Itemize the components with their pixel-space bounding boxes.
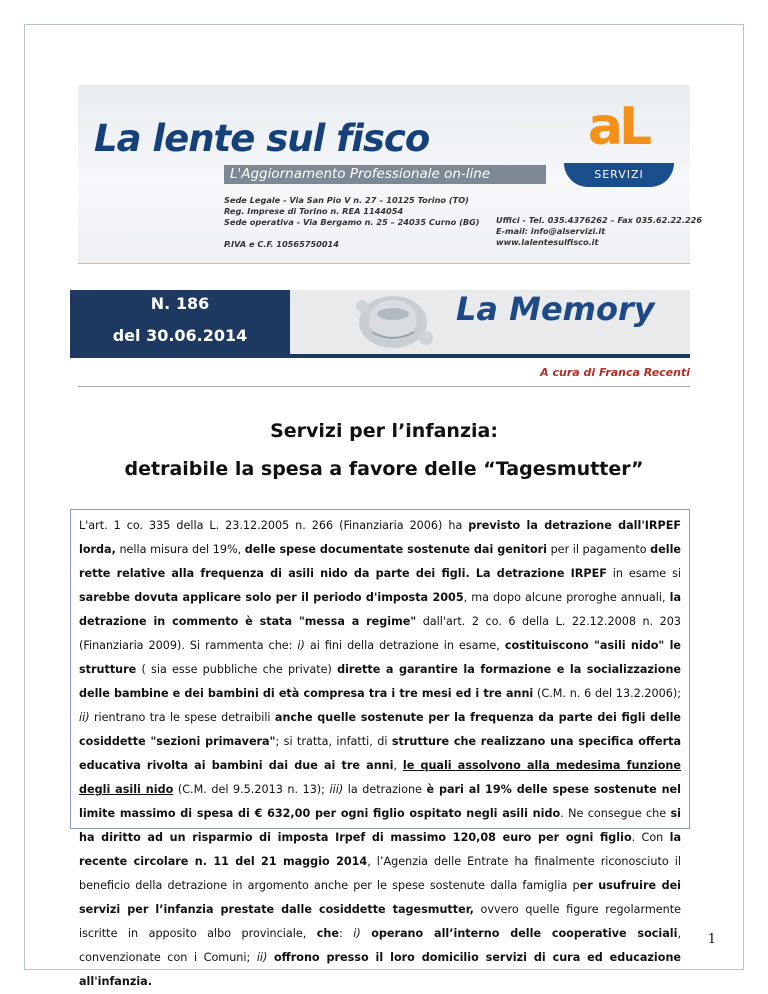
body-segment: i) [353, 927, 361, 940]
body-segment: . Con [631, 831, 670, 844]
brand-title: La lente sul fisco [94, 117, 430, 160]
body-segment: , [393, 759, 403, 772]
body-segment: L'art. 1 co. 335 della L. 23.12.2005 n. 266 (Finanziaria 2006) ha [79, 519, 469, 532]
body-segment: la detrazione in commento è stata "messa a regime" [79, 591, 681, 628]
body-segment: iii) [329, 783, 344, 796]
body-segment: delle rette relative alla frequenza di asili nido da parte dei figli. La detrazione IRPEF [79, 543, 682, 580]
article-body-box [70, 509, 690, 988]
body-segment: rientrano tra le spese detraibili [89, 711, 275, 724]
body-segment: er usufruire dei servizi per l’infanzia prestate dalle cosiddette tagesmutter, [79, 879, 682, 916]
body-segment: , convenzionate con i Comuni; [79, 927, 682, 964]
body-segment: dirette a garantire la formazione e la socializzazione delle bambine e dei bambini di età compresa tra i tre mesi ed i tre anni [79, 663, 681, 700]
body-segment: ; si tratta, infatti, di [275, 735, 392, 748]
company-address: Sede Legale - Via San Pio V n. 27 – 10125 Torino (TO) Reg. Imprese di Torino n. REA 1144054 Sede operativa - Via Bergamo n. 25 – 24035 Curno (BG) [224, 195, 480, 227]
page-number: 1 [707, 932, 716, 947]
body-segment: ai fini della detrazione in esame, [304, 639, 505, 652]
issue-number: N. 186 [150, 294, 210, 313]
brand-subtitle: L'Aggiornamento Professionale on-line [224, 165, 546, 184]
body-segment: la recente circolare n. 11 del 21 maggio 2014 [79, 831, 681, 868]
masthead-banner [78, 85, 703, 264]
header-rule [70, 354, 690, 358]
body-segment: nella misura del 19%, [115, 543, 245, 556]
body-segment: costituiscono "asili nido" le strutture [79, 639, 682, 676]
body-segment: delle spese documentate sostenute dai genitori [244, 543, 547, 556]
body-segment: i) [297, 639, 305, 652]
body-segment: (C.M. del 9.5.2013 n. 13); [173, 783, 330, 796]
al-servizi-logo [564, 95, 674, 195]
office-contacts: Uffici - Tel. 035.4376262 – Fax 035.62.22.226 E-mail: info@alservizi.it www.lalentesulfisco.it [496, 215, 703, 247]
body-segment: : [338, 927, 354, 940]
body-segment [267, 951, 274, 964]
memory-header [290, 290, 690, 354]
body-segment: dall'art. 2 co. 6 della L. 22.12.2008 n. 203 (Finanziaria 2009). Si rammenta che: [79, 615, 681, 652]
issue-box [70, 290, 290, 354]
body-segment: si ha diritto ad un risparmio di imposta Irpef di massimo 120,08 euro per ogni figlio [79, 807, 682, 844]
body-segment: , ma dopo alcune proroghe annuali, [463, 591, 670, 604]
body-segment: operano all’interno delle cooperative sociali [371, 927, 678, 940]
logo-band: SERVIZI [564, 163, 674, 187]
body-segment: le quali assolvono alla medesima funzione degli asili nido [79, 759, 681, 796]
body-segment: . Ne consegue che [560, 807, 671, 820]
article-body-text [79, 514, 681, 994]
body-segment: previsto la detrazione dall'IRPEF lorda, [79, 519, 682, 556]
body-segment: ovvero quelle figure regolarmente iscritte in apposito albo provinciale, [79, 903, 681, 940]
body-segment: ii) [79, 711, 90, 724]
body-segment: che [316, 927, 339, 940]
body-segment: la detrazione [343, 783, 427, 796]
article-title-line-2: detraibile la spesa a favore delle “Tagesmutter” [124, 458, 644, 480]
body-segment: offrono presso il loro domicilio servizi di cura ed educazione all'infanzia. [79, 951, 681, 988]
body-segment: ( sia esse pubbliche che private) [136, 663, 338, 676]
body-segment: in esame si [606, 567, 682, 580]
divider [78, 386, 690, 387]
body-segment: strutture che realizzano una specifica offerta educativa rivolta ai bambini dai due ai tre anni [79, 735, 681, 772]
body-segment: anche quelle sostenute per la frequenza da parte dei figli delle cosiddette "sezioni primavera" [79, 711, 681, 748]
body-segment: (C.M. n. 6 del 13.2.2006); [533, 687, 681, 700]
body-segment [361, 927, 371, 940]
article-title-line-1: Servizi per l’infanzia: [270, 420, 498, 442]
curator-credit: A cura di Franca Recenti [540, 366, 690, 379]
logo-mark: aL [587, 97, 649, 157]
vat-number: P.IVA e C.F. 10565750014 [224, 239, 339, 249]
body-segment: per il pagamento [547, 543, 651, 556]
body-segment: sarebbe dovuta applicare solo per il periodo d'imposta 2005 [79, 591, 464, 604]
head-illustration-icon [342, 292, 444, 352]
issue-date: del 30.06.2014 [112, 326, 248, 345]
body-segment: è pari al 19% delle spese sostenute nel limite massimo di spesa di € 632,00 per ogni figlio ospitato negli asili nido [79, 783, 681, 820]
body-segment: ii) [256, 951, 268, 964]
series-title: La Memory [456, 290, 655, 328]
body-segment: , l’Agenzia delle Entrate ha finalmente riconosciuto il beneficio della detrazione in argomento anche per le spese sostenute dalla famiglia p [79, 855, 681, 892]
